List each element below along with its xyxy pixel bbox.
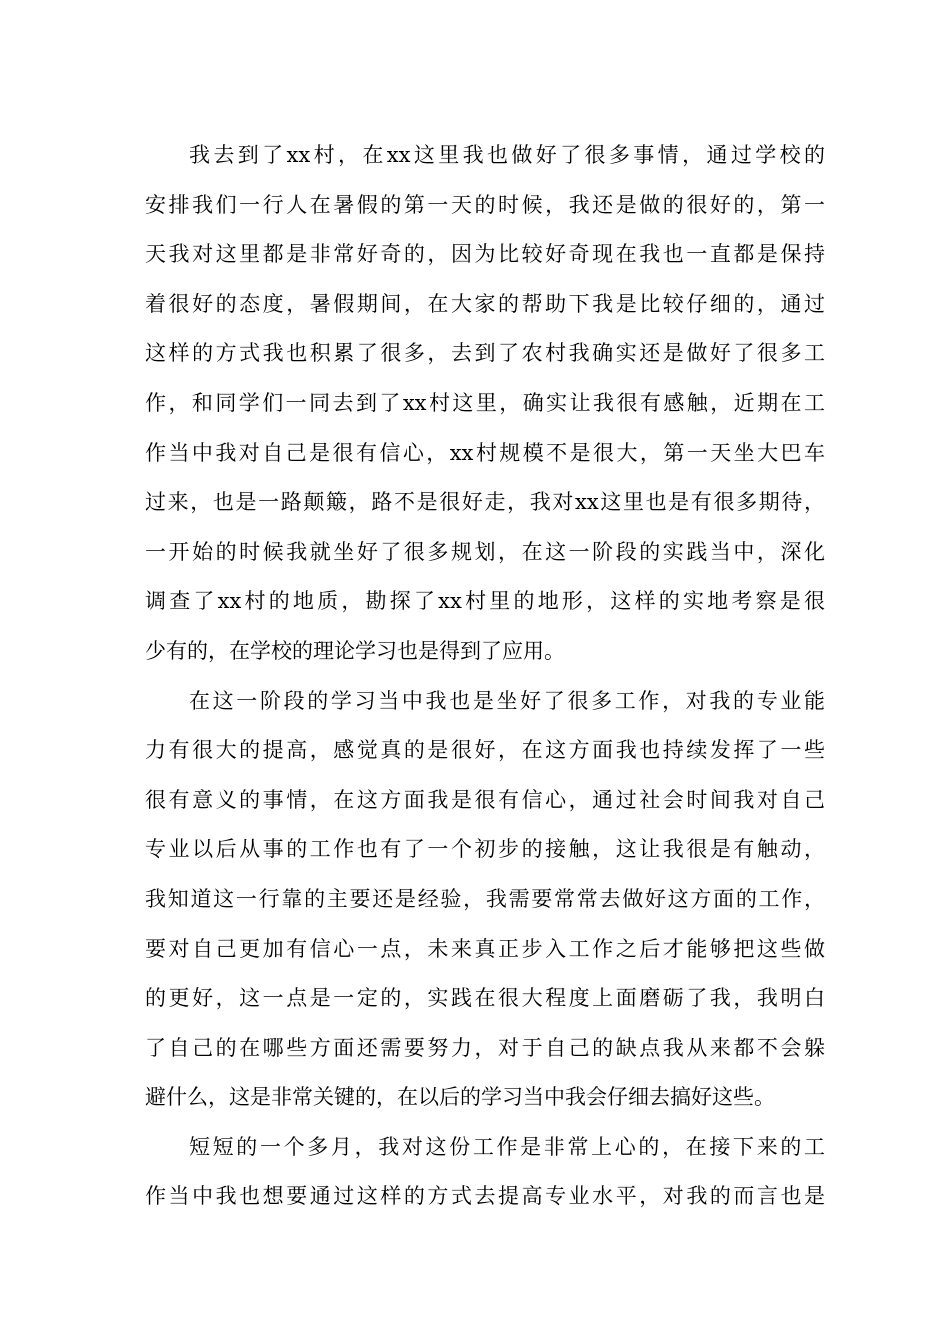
text-line: 天我对这里都是非常好奇的，因为比较好奇现在我也一直都是保持 <box>145 242 825 267</box>
paragraph-2 <box>145 677 825 1123</box>
text-line: 作，和同学们一同去到了xx村这里，确实让我很有感触，近期在工 <box>145 390 825 415</box>
text-line: 短短的一个多月，我对这份工作是非常上心的，在接下来的工 <box>189 1134 825 1159</box>
text-line: 少有的，在学校的理论学习也是得到了应用。 <box>145 638 565 663</box>
text-line: 我知道这一行靠的主要还是经验，我需要常常去做好这方面的工作， <box>145 886 825 911</box>
text-line: 专业以后从事的工作也有了一个初步的接触，这让我很是有触动， <box>145 837 825 862</box>
text-line: 我去到了xx村，在xx这里我也做好了很多事情，通过学校的 <box>189 143 825 167</box>
document-body <box>145 131 825 1222</box>
text-line: 作当中我对自己是很有信心，xx村规模不是很大，第一天坐大巴车 <box>145 440 825 465</box>
text-line: 这样的方式我也积累了很多，去到了农村我确实还是做好了很多工 <box>145 341 825 366</box>
text-line: 一开始的时候我就坐好了很多规划，在这一阶段的实践当中，深化 <box>145 539 825 564</box>
paragraph-3 <box>145 1123 825 1222</box>
text-line: 过来，也是一路颠簸，路不是很好走，我对xx这里也是有很多期待， <box>145 490 825 515</box>
text-line: 在这一阶段的学习当中我也是坐好了很多工作，对我的专业能 <box>189 688 825 713</box>
text-line: 力有很大的提高，感觉真的是很好，在这方面我也持续发挥了一些 <box>145 738 825 763</box>
text-line: 安排我们一行人在暑假的第一天的时候，我还是做的很好的，第一 <box>145 192 825 217</box>
text-line: 了自己的在哪些方面还需要努力，对于自己的缺点我从来都不会躲 <box>145 1035 825 1060</box>
text-line: 作当中我也想要通过这样的方式去提高专业水平，对我的而言也是 <box>145 1184 825 1209</box>
text-line: 要对自己更加有信心一点，未来真正步入工作之后才能够把这些做 <box>145 936 825 961</box>
text-line: 的更好，这一点是一定的，实践在很大程度上面磨砺了我，我明白 <box>145 986 825 1011</box>
text-line: 很有意义的事情，在这方面我是很有信心，通过社会时间我对自己 <box>145 787 825 812</box>
text-line: 调查了xx村的地质，勘探了xx村里的地形，这样的实地考察是很 <box>145 589 825 614</box>
paragraph-1 <box>145 131 825 677</box>
text-line: 着很好的态度，暑假期间，在大家的帮助下我是比较仔细的，通过 <box>145 291 825 316</box>
text-line: 避什么，这是非常关键的，在以后的学习当中我会仔细去搞好这些。 <box>145 1085 775 1110</box>
